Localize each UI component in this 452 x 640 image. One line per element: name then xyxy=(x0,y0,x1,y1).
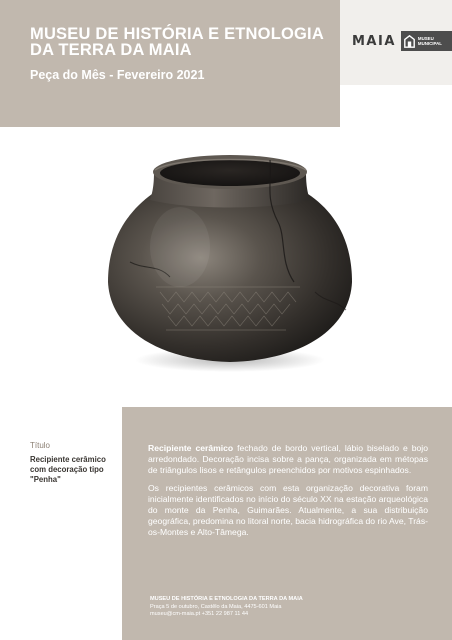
header-title-panel xyxy=(0,0,340,127)
footer-name: MUSEU DE HISTÓRIA E ETNOLOGIA DA TERRA DA MAIA xyxy=(150,596,303,602)
maia-wordmark: MAIA xyxy=(352,33,396,49)
ceramic-pot-image xyxy=(100,142,360,382)
description-text xyxy=(148,443,428,545)
maia-logo xyxy=(352,31,452,51)
header xyxy=(0,0,452,127)
info-panel xyxy=(0,407,122,640)
description-strong: Recipiente cerâmico xyxy=(148,443,234,453)
footer-address: Praça 5 de outubro, Castêlo da Maia, 4475-601 Maia xyxy=(150,603,282,610)
description-paragraph-1: Recipiente cerâmico fechado de bordo vertical, lábio biselado e bojo arredondado. Decoração incisa sobre a pança, organizada em métopas de triângulos lisos e retângulos preenchidos por motivos espinhados. xyxy=(148,443,428,476)
page-title: MUSEU DE HISTÓRIA E ETNOLOGIA DA TERRA DA MAIA xyxy=(30,25,324,59)
museu-municipal-badge xyxy=(401,31,452,51)
house-icon xyxy=(404,35,415,48)
page-subtitle: Peça do Mês - Fevereiro 2021 xyxy=(30,68,205,82)
artifact-photo xyxy=(0,127,452,407)
title-label: Título xyxy=(30,441,51,450)
footer-contact-line: museu@cm-maia.pt +351 22 987 11 44 xyxy=(150,611,249,617)
footer-contact xyxy=(150,596,303,619)
title-value: Recipiente cerâmico com decoração tipo "Penha" xyxy=(30,455,106,484)
description-paragraph-2: Os recipientes cerâmicos com esta organização decorativa foram inicialmente identificados no início do século XX na estação arqueológica do monte da Penha, Guimarães. Atualmente, a sua distribuição geográfica, predomina no litoral norte, bacia hidrográfica do rio Ave, Trás-os-Montes e Alto-Tâmega. xyxy=(148,482,428,538)
museu-badge-text: MUSEU MUNICIPAL xyxy=(417,36,442,46)
